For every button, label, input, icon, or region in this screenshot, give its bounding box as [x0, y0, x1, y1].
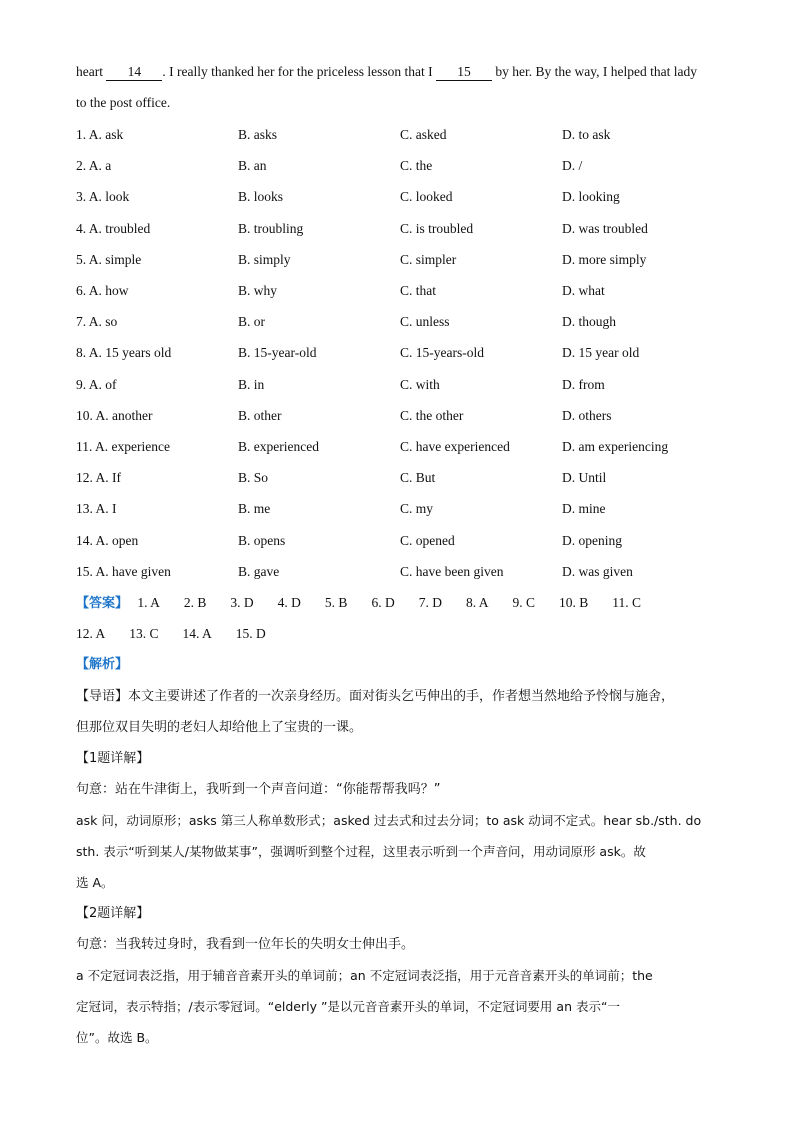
option-d: D. from: [562, 376, 605, 392]
answer-item: 5. B: [324, 595, 348, 610]
option-c: C. with: [400, 376, 440, 392]
question-row: [0, 531, 794, 551]
passage-text: heart: [76, 64, 103, 79]
option-a: 8. A. 15 years old: [76, 345, 172, 361]
option-c: C. opened: [400, 532, 455, 548]
analysis-heading: 【解析】: [76, 657, 129, 672]
option-c: C. looked: [400, 189, 453, 205]
option-b: B. troubling: [238, 220, 304, 236]
q2-heading: 【2题详解】: [76, 906, 150, 921]
option-c: C. is troubled: [400, 220, 474, 236]
option-b: B. 15-year-old: [238, 345, 317, 361]
option-b: B. asks: [238, 127, 278, 142]
question-row: [0, 250, 794, 270]
q1-meaning: 句意：站在牛津街上，我听到一个声音问道：“你能帮帮我吗？”: [76, 782, 441, 797]
blank-15: 15: [436, 64, 492, 81]
option-c: C. 15-years-old: [400, 345, 484, 361]
option-a: 15. A. have given: [76, 563, 171, 579]
guide-line-2: 但那位双目失明的老妇人却给他上了宝贵的一课。: [76, 720, 363, 735]
answer-row-1: [76, 593, 665, 613]
question-row: [0, 437, 794, 457]
answer-item: 8. A: [465, 595, 489, 610]
question-row: [0, 312, 794, 332]
option-a: 10. A. another: [76, 407, 153, 423]
option-d: D. opening: [562, 532, 622, 548]
passage-text: . I really thanked her for the priceless lesson that I: [162, 64, 433, 79]
option-d: D. was given: [562, 563, 633, 579]
option-b: B. an: [238, 158, 267, 174]
option-a: 2. A. a: [76, 158, 112, 174]
option-a: 6. A. how: [76, 283, 129, 298]
question-row: [0, 219, 794, 239]
option-b: B. in: [238, 376, 265, 392]
option-c: C. asked: [400, 127, 447, 142]
option-a: 14. A. open: [76, 532, 139, 548]
option-b: B. experienced: [238, 439, 319, 454]
option-a: 11. A. experience: [76, 439, 170, 454]
option-c: C. But: [400, 470, 436, 486]
question-row: [0, 156, 794, 176]
option-b: B. why: [238, 283, 278, 298]
blank-14: 14: [106, 64, 162, 81]
answer-item: 1. A: [137, 595, 160, 610]
option-d: D. Until: [562, 470, 607, 486]
option-d: D. 15 year old: [562, 345, 640, 361]
passage-line-2: to the post office.: [76, 95, 171, 110]
option-b: B. gave: [238, 563, 280, 579]
option-b: B. or: [238, 314, 265, 330]
option-b: B. opens: [238, 532, 286, 548]
option-d: D. what: [562, 283, 605, 298]
option-c: C. that: [400, 283, 436, 298]
answer-row-2: [76, 624, 290, 644]
option-a: 9. A. of: [76, 376, 117, 392]
option-b: B. So: [238, 470, 269, 486]
answer-item: 7. D: [418, 595, 442, 610]
answer-item: 10. B: [558, 595, 589, 610]
question-row: [0, 281, 794, 301]
question-row: [0, 406, 794, 426]
passage-text: by her. By the way, I helped that lady: [495, 64, 697, 79]
q2-meaning: 句意：当我转过身时，我看到一位年长的失明女士伸出手。: [76, 937, 415, 952]
option-b: B. looks: [238, 189, 284, 205]
option-c: C. unless: [400, 314, 450, 330]
answer-item: 11. C: [612, 595, 641, 610]
answer-item: 9. C: [512, 595, 535, 610]
option-c: C. the other: [400, 407, 464, 423]
option-c: C. my: [400, 501, 434, 517]
question-row: [0, 187, 794, 207]
option-d: D. looking: [562, 189, 620, 205]
answer-item: 13. C: [129, 626, 159, 641]
guide-label: 【导语】: [76, 689, 129, 704]
q2-explanation-line-2: 定冠词，表示特指；/表示零冠词。“elderly ”是以元音音素开头的单词，不定冠词要用 an 表示“一: [76, 999, 620, 1014]
option-d: D. more simply: [562, 251, 647, 267]
q2-explanation-line-3: 位”。故选 B。: [76, 1030, 158, 1045]
q2-explanation-line-1: a 不定冠词表泛指，用于辅音音素开头的单词前；an 不定冠词表泛指，用于元音音素开头的单词前；the: [76, 968, 653, 983]
q1-explanation-line-3: 选 A。: [76, 875, 114, 890]
question-row: [0, 468, 794, 488]
option-c: C. the: [400, 158, 433, 174]
option-d: D. am experiencing: [562, 439, 669, 454]
option-a: 1. A. ask: [76, 127, 124, 142]
guide-line-1: [76, 687, 674, 707]
option-d: D. /: [562, 158, 583, 174]
q1-heading: 【1题详解】: [76, 751, 150, 766]
answer-item: 3. D: [230, 595, 254, 610]
option-b: B. other: [238, 407, 282, 423]
option-a: 5. A. simple: [76, 251, 142, 267]
option-a: 12. A. If: [76, 470, 121, 486]
option-c: C. simpler: [400, 251, 457, 267]
question-row: [0, 343, 794, 363]
q1-explanation-line-2: sth. 表示“听到某人/某物做某事”，强调听到整个过程，这里表示听到一个声音问，用动词原形 ask。故: [76, 844, 646, 859]
option-a: 4. A. troubled: [76, 220, 151, 236]
answer-item: 6. D: [371, 595, 395, 610]
option-c: C. have experienced: [400, 439, 510, 454]
option-a: 13. A. I: [76, 501, 117, 517]
question-row: [0, 125, 794, 145]
question-row: [0, 375, 794, 395]
q1-explanation-line-1: ask 问，动词原形；asks 第三人称单数形式；asked 过去式和过去分词；to ask 动词不定式。hear sb./sth. do: [76, 813, 702, 828]
option-b: B. me: [238, 501, 271, 517]
option-d: D. was troubled: [562, 220, 648, 236]
passage-line-1: [76, 62, 697, 82]
question-row: [0, 562, 794, 582]
guide-text: 本文主要讲述了作者的一次亲身经历。面对街头乞丐伸出的手，作者想当然地给予怜悯与施舍，: [128, 689, 675, 704]
option-a: 7. A. so: [76, 314, 118, 330]
option-d: D. mine: [562, 501, 606, 517]
question-row: [0, 499, 794, 519]
answer-item: 15. D: [235, 626, 266, 641]
answer-item: 14. A: [182, 626, 212, 641]
option-b: B. simply: [238, 251, 291, 267]
option-c: C. have been given: [400, 563, 504, 579]
answer-item: 12. A: [76, 626, 106, 641]
answer-label: 【答案】: [76, 596, 129, 611]
answer-item: 2. B: [183, 595, 207, 610]
option-d: D. to ask: [562, 127, 611, 142]
option-d: D. though: [562, 314, 616, 330]
answer-item: 4. D: [277, 595, 301, 610]
option-d: D. others: [562, 407, 612, 423]
option-a: 3. A. look: [76, 189, 130, 205]
